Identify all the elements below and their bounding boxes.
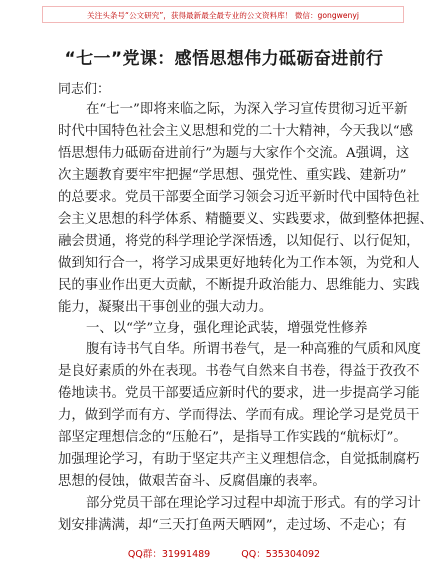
section-heading: 一、以“学”立身，强化理论武装，增强党性修养 [86, 321, 368, 336]
paragraph-line: 腹有诗书气自华。所谓书卷气，是一种高雅的气质和风度 [86, 342, 421, 357]
footer-qq-group: QQ群：31991489 [127, 549, 211, 560]
paragraph-line: 能力，凝聚出干事创业的强大动力。 [58, 300, 273, 315]
paragraph-line: 加强理论学习，有助于坚定共产主义理想信念，自觉抵制腐朽 [58, 452, 420, 467]
paragraph-line: 在“七一”即将来临之际，为深入学习宣传贯彻习近平新 [86, 102, 408, 117]
paragraph-2 [58, 339, 421, 493]
paragraph-1 [58, 99, 433, 319]
document-title: “七一”党课：感悟思想伟力砥砺奋进前行 [64, 49, 384, 69]
paragraph-line: 倦地读书。党员干部要适应新时代的要求，进一步提高学习能 [58, 386, 420, 401]
footer-contact [0, 546, 448, 560]
paragraph-line: 民的事业作出更大贡献，不断提升政治能力、思维能力、实践 [58, 278, 420, 293]
paragraph-line: 是良好素质的外在表现。书卷气自然来自书卷，得益于孜孜不 [58, 364, 420, 379]
paragraph-line: 思想的侵蚀，做艰苦奋斗、反腐倡廉的表率。 [58, 474, 326, 489]
paragraph-line: 部分党员干部在理论学习过程中却流于形式。有的学习计 [86, 496, 421, 511]
paragraph-line: 部坚定理想信念的“压舱石”，是指导工作实践的“航标灯”。 [58, 430, 407, 445]
paragraph-line: 时代中国特色社会主义思想和党的二十大精神，今天我以“感 [58, 124, 413, 139]
paragraph-line: 做到知行合一，将学习成果更好地转化为工作本领，为党和人 [58, 256, 420, 271]
section-heading-block [58, 318, 394, 340]
paragraph-line: 会主义思想的科学体系、精髓要义、实践要求，做到整体把握、 [58, 212, 433, 227]
paragraph-line: 力，做到学而有方、学而得法、学而有成。理论学习是党员干 [58, 408, 420, 423]
salutation: 同志们： [58, 82, 111, 97]
paragraph-3 [58, 493, 421, 537]
promo-banner: 关注头条号“公文研究”，获得最新最全最专业的公文资料库！ 微信：gongwenyj [42, 6, 404, 23]
paragraph-line: 的总要求。党员干部要全面学习领会习近平新时代中国特色社 [58, 190, 420, 205]
paragraph-line: 融会贯通，将党的科学理论学深悟透，以知促行、以行促知， [58, 234, 420, 249]
paragraph-line: 悟思想伟力砥砺奋进前行”为题与大家作个交流。A强调，这 [58, 146, 410, 161]
paragraph-line: 划安排满满，却“三天打鱼两天晒网”，走过场、不走心；有 [58, 518, 407, 533]
paragraph-line: 次主题教育要牢牢把握“学思想、强党性、重实践、建新功” [58, 168, 407, 183]
footer-qq: QQ：535304092 [241, 549, 321, 560]
